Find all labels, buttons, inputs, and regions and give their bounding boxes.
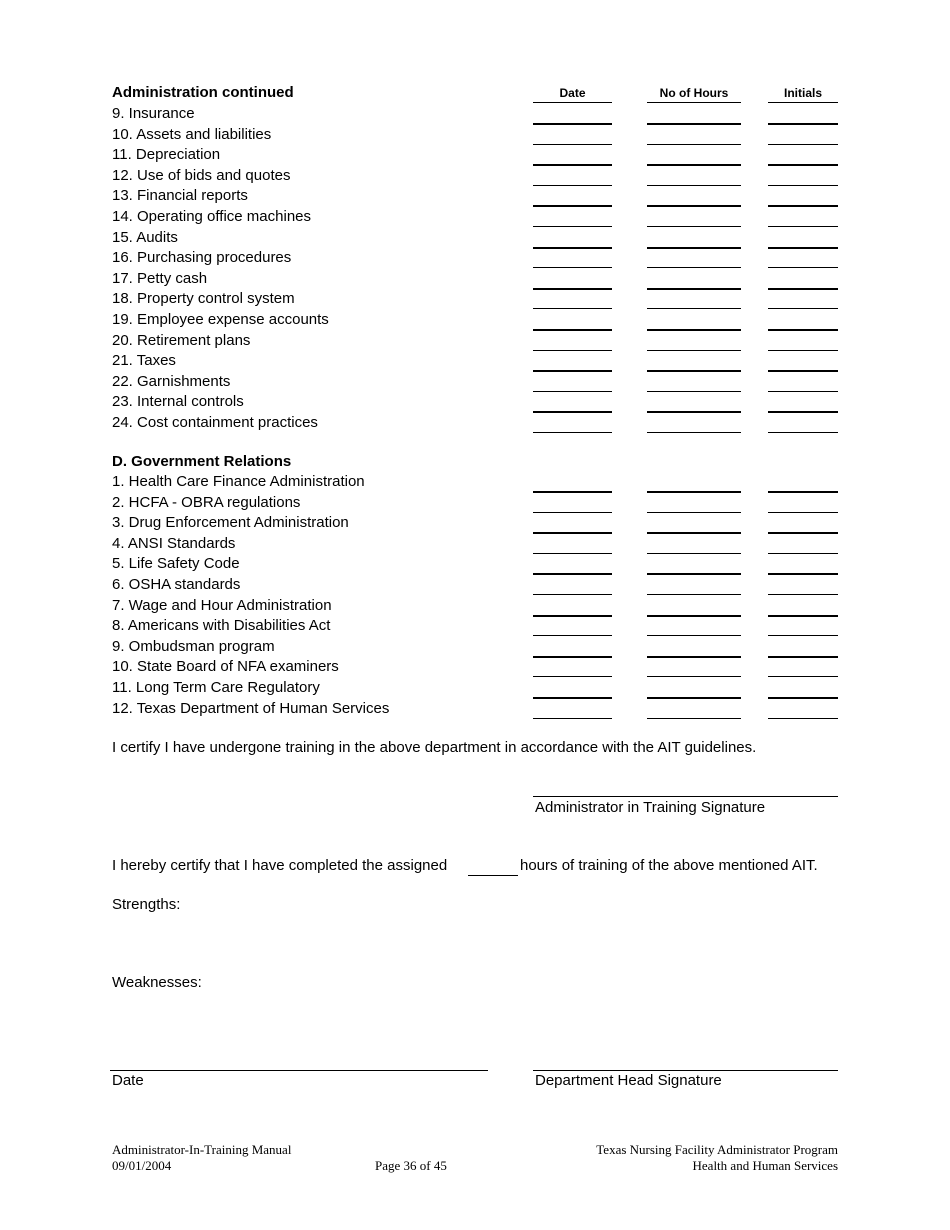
admin-item: 13. Financial reports <box>112 187 248 204</box>
footer-date: 09/01/2004 <box>112 1158 172 1173</box>
admin-item: 14. Operating office machines <box>112 208 312 225</box>
admin-date-blank[interactable] <box>533 205 612 207</box>
section-heading-government-relations: D. Government Relations <box>112 453 292 470</box>
gov-item: 4. ANSI Standards <box>112 535 236 552</box>
admin-hours-blank[interactable] <box>647 370 741 372</box>
admin-date-blank[interactable] <box>533 144 612 145</box>
admin-hours-blank[interactable] <box>647 226 741 227</box>
admin-hours-blank[interactable] <box>647 247 741 249</box>
admin-date-blank[interactable] <box>533 391 612 392</box>
admin-date-blank[interactable] <box>533 185 612 186</box>
gov-date-blank[interactable] <box>533 635 612 636</box>
footer-manual-title: Administrator-In-Training Manual <box>112 1142 292 1157</box>
gov-hours-blank[interactable] <box>647 676 741 677</box>
admin-hours-blank[interactable] <box>647 329 741 331</box>
admin-initials-blank[interactable] <box>768 226 838 227</box>
gov-item: 3. Drug Enforcement Administration <box>112 514 349 531</box>
gov-date-blank[interactable] <box>533 697 612 699</box>
gov-date-blank[interactable] <box>533 532 612 534</box>
gov-initials-blank[interactable] <box>768 573 838 575</box>
column-header-hours: No of Hours <box>659 86 729 100</box>
gov-date-blank[interactable] <box>533 676 612 677</box>
gov-hours-blank[interactable] <box>647 532 741 534</box>
gov-hours-blank[interactable] <box>647 491 741 493</box>
gov-initials-blank[interactable] <box>768 512 838 513</box>
gov-initials-blank[interactable] <box>768 718 838 719</box>
admin-date-blank[interactable] <box>533 164 612 166</box>
header-underline-hours <box>647 102 741 103</box>
admin-item: 15. Audits <box>112 229 178 246</box>
admin-item: 10. Assets and liabilities <box>112 126 272 143</box>
admin-initials-blank[interactable] <box>768 205 838 207</box>
trainer-certification-text-end: hours of training of the above mentioned AIT. <box>520 857 818 874</box>
admin-initials-blank[interactable] <box>768 164 838 166</box>
gov-initials-blank[interactable] <box>768 656 838 658</box>
gov-item: 8. Americans with Disabilities Act <box>112 617 331 634</box>
gov-item: 9. Ombudsman program <box>112 638 275 655</box>
admin-initials-blank[interactable] <box>768 411 838 413</box>
admin-initials-blank[interactable] <box>768 350 838 351</box>
gov-item: 5. Life Safety Code <box>112 555 240 572</box>
admin-item: 21. Taxes <box>112 352 176 369</box>
admin-initials-blank[interactable] <box>768 432 838 433</box>
gov-date-blank[interactable] <box>533 594 612 595</box>
gov-item: 11. Long Term Care Regulatory <box>112 679 320 696</box>
admin-date-blank[interactable] <box>533 308 612 309</box>
admin-date-blank[interactable] <box>533 267 612 268</box>
gov-initials-blank[interactable] <box>768 615 838 617</box>
ait-signature-line[interactable] <box>533 796 838 797</box>
admin-initials-blank[interactable] <box>768 329 838 331</box>
column-header-date: Date <box>559 86 586 100</box>
department-head-signature-line[interactable] <box>533 1070 838 1071</box>
admin-hours-blank[interactable] <box>647 144 741 145</box>
gov-initials-blank[interactable] <box>768 594 838 595</box>
gov-item: 7. Wage and Hour Administration <box>112 597 332 614</box>
admin-item: 22. Garnishments <box>112 373 231 390</box>
gov-hours-blank[interactable] <box>647 573 741 575</box>
gov-initials-blank[interactable] <box>768 635 838 636</box>
admin-hours-blank[interactable] <box>647 267 741 268</box>
admin-item: 12. Use of bids and quotes <box>112 167 291 184</box>
ait-certification-statement: I certify I have undergone training in the above department in accordance with the AIT guidelines. <box>112 739 757 756</box>
date-signature-line[interactable] <box>110 1070 488 1071</box>
date-label: Date <box>112 1072 144 1089</box>
gov-date-blank[interactable] <box>533 491 612 493</box>
gov-initials-blank[interactable] <box>768 553 838 554</box>
gov-initials-blank[interactable] <box>768 491 838 493</box>
admin-initials-blank[interactable] <box>768 185 838 186</box>
admin-date-blank[interactable] <box>533 123 612 125</box>
admin-item: 19. Employee expense accounts <box>112 311 329 328</box>
strengths-label: Strengths: <box>112 896 181 913</box>
ait-signature-label: Administrator in Training Signature <box>535 799 766 816</box>
admin-item: 9. Insurance <box>112 105 195 122</box>
gov-hours-blank[interactable] <box>647 697 741 699</box>
admin-hours-blank[interactable] <box>647 308 741 309</box>
admin-item: 18. Property control system <box>112 290 295 307</box>
column-header-initials: Initials <box>783 86 822 100</box>
admin-hours-blank[interactable] <box>647 350 741 351</box>
admin-date-blank[interactable] <box>533 329 612 331</box>
admin-date-blank[interactable] <box>533 411 612 413</box>
header-underline-date <box>533 102 612 103</box>
gov-hours-blank[interactable] <box>647 635 741 636</box>
trainer-certification-text: I hereby certify that I have completed the assigned <box>112 857 448 874</box>
admin-hours-blank[interactable] <box>647 185 741 186</box>
admin-date-blank[interactable] <box>533 288 612 290</box>
gov-initials-blank[interactable] <box>768 532 838 534</box>
gov-hours-blank[interactable] <box>647 718 741 719</box>
gov-date-blank[interactable] <box>533 512 612 513</box>
gov-hours-blank[interactable] <box>647 553 741 554</box>
admin-date-blank[interactable] <box>533 432 612 433</box>
admin-item: 17. Petty cash <box>112 270 208 287</box>
admin-date-blank[interactable] <box>533 226 612 227</box>
admin-initials-blank[interactable] <box>768 267 838 268</box>
hours-blank-line[interactable] <box>468 875 518 876</box>
gov-date-blank[interactable] <box>533 656 612 658</box>
admin-hours-blank[interactable] <box>647 432 741 433</box>
admin-hours-blank[interactable] <box>647 288 741 290</box>
admin-hours-blank[interactable] <box>647 391 741 392</box>
admin-item: 11. Depreciation <box>112 146 221 163</box>
header-underline-initials <box>768 102 838 103</box>
admin-hours-blank[interactable] <box>647 123 741 125</box>
admin-initials-blank[interactable] <box>768 370 838 372</box>
gov-hours-blank[interactable] <box>647 615 741 617</box>
gov-date-blank[interactable] <box>533 615 612 617</box>
gov-hours-blank[interactable] <box>647 512 741 513</box>
admin-hours-blank[interactable] <box>647 164 741 166</box>
admin-item: 23. Internal controls <box>112 393 244 410</box>
admin-initials-blank[interactable] <box>768 288 838 290</box>
gov-item: 6. OSHA standards <box>112 576 241 593</box>
admin-initials-blank[interactable] <box>768 144 838 145</box>
gov-item: 10. State Board of NFA examiners <box>112 658 339 675</box>
gov-initials-blank[interactable] <box>768 697 838 699</box>
gov-hours-blank[interactable] <box>647 594 741 595</box>
section-heading-administration: Administration continued <box>112 84 294 101</box>
weaknesses-label: Weaknesses: <box>112 974 202 991</box>
admin-date-blank[interactable] <box>533 370 612 372</box>
gov-item: 12. Texas Department of Human Services <box>112 700 390 717</box>
admin-item: 24. Cost containment practices <box>112 414 318 431</box>
gov-hours-blank[interactable] <box>647 656 741 658</box>
gov-item: 2. HCFA - OBRA regulations <box>112 494 301 511</box>
admin-initials-blank[interactable] <box>768 308 838 309</box>
gov-date-blank[interactable] <box>533 718 612 719</box>
gov-initials-blank[interactable] <box>768 676 838 677</box>
admin-initials-blank[interactable] <box>768 247 838 249</box>
gov-date-blank[interactable] <box>533 553 612 554</box>
department-head-signature-label: Department Head Signature <box>535 1072 722 1089</box>
footer-page-number: Page 36 of 45 <box>375 1158 447 1173</box>
admin-hours-blank[interactable] <box>647 411 741 413</box>
admin-initials-blank[interactable] <box>768 123 838 125</box>
admin-item: 16. Purchasing procedures <box>112 249 292 266</box>
admin-hours-blank[interactable] <box>647 205 741 207</box>
gov-date-blank[interactable] <box>533 573 612 575</box>
admin-item: 20. Retirement plans <box>112 332 251 349</box>
gov-item: 1. Health Care Finance Administration <box>112 473 365 490</box>
admin-initials-blank[interactable] <box>768 391 838 392</box>
footer-agency: Health and Human Services <box>692 1158 838 1173</box>
admin-date-blank[interactable] <box>533 350 612 351</box>
footer-program: Texas Nursing Facility Administrator Program <box>596 1142 838 1157</box>
admin-date-blank[interactable] <box>533 247 612 249</box>
